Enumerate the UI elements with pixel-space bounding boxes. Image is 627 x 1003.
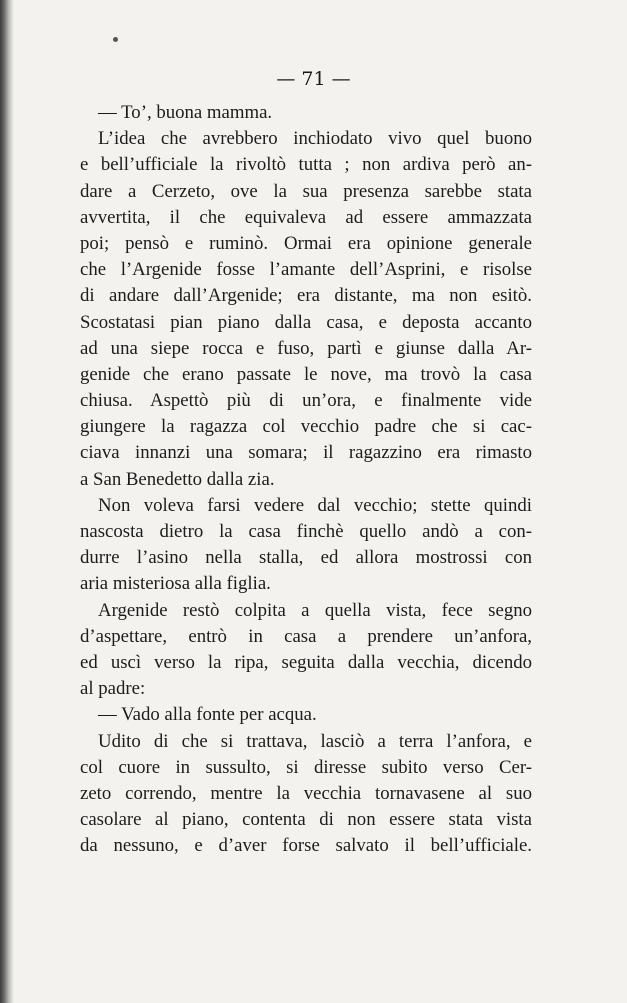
text-line: ciava innanzi una somara; il ragazzino era rimasto: [80, 442, 532, 464]
text-line: chiusa. Aspettò più di un’ora, e finalmente vide: [80, 390, 532, 412]
text-line: che l’Argenide fosse l’amante dell’Asprini, e risolse: [80, 259, 532, 281]
text-line: col cuore in sussulto, si diresse subito verso Cer-: [80, 756, 532, 778]
text-line: e bell’ufficiale la rivoltò tutta ; non ardiva però an-: [80, 154, 532, 176]
page-number: — 71 —: [276, 68, 351, 90]
text-line: avvertita, il che equivaleva ad essere ammazzata: [80, 206, 532, 228]
text-line: ad una siepe rocca e fuso, partì e giunse dalla Ar-: [80, 337, 532, 359]
body-text: [80, 100, 532, 859]
text-line: aria misteriosa alla figlia.: [80, 573, 271, 595]
text-line: Scostatasi pian piano dalla casa, e deposta accanto: [80, 311, 532, 333]
text-line: poi; pensò e ruminò. Ormai era opinione generale: [80, 232, 532, 254]
text-line: ed uscì verso la ripa, seguita dalla vecchia, dicendo: [80, 651, 532, 673]
page-binding-edge: [0, 0, 14, 1003]
text-line: Non voleva farsi vedere dal vecchio; stette quindi: [98, 494, 532, 516]
text-line: d’aspettare, entrò in casa a prendere un’anfora,: [80, 625, 532, 647]
text-line: zeto correndo, mentre la vecchia tornavasene al suo: [80, 782, 532, 804]
ink-speck: [113, 37, 118, 42]
text-line: dare a Cerzeto, ove la sua presenza sarebbe stata: [80, 180, 532, 202]
text-line: Udito di che si trattava, lasciò a terra l’anfora, e: [98, 730, 532, 752]
text-line: genide che erano passate le nove, ma trovò la casa: [80, 363, 532, 385]
text-line: casolare al piano, contenta di non essere stata vista: [80, 809, 532, 831]
text-line: durre l’asino nella stalla, ed allora mostrossi con: [80, 547, 532, 569]
text-line: Argenide restò colpita a quella vista, fece segno: [98, 599, 532, 621]
text-line: di andare dall’Argenide; era distante, ma non esitò.: [80, 285, 532, 307]
text-line: L’idea che avrebbero inchiodato vivo quel buono: [98, 128, 532, 150]
text-line: a San Benedetto dalla zia.: [80, 468, 275, 490]
text-line: al padre:: [80, 678, 146, 700]
text-line: — Vado alla fonte per acqua.: [98, 704, 317, 726]
text-line: da nessuno, e d’aver forse salvato il bell’ufficiale.: [80, 835, 532, 857]
text-line: — To’, buona mamma.: [98, 102, 273, 123]
text-line: nascosta dietro la casa finchè quello andò a con-: [80, 521, 532, 542]
text-line: giungere la ragazza col vecchio padre che si cac-: [80, 416, 532, 438]
